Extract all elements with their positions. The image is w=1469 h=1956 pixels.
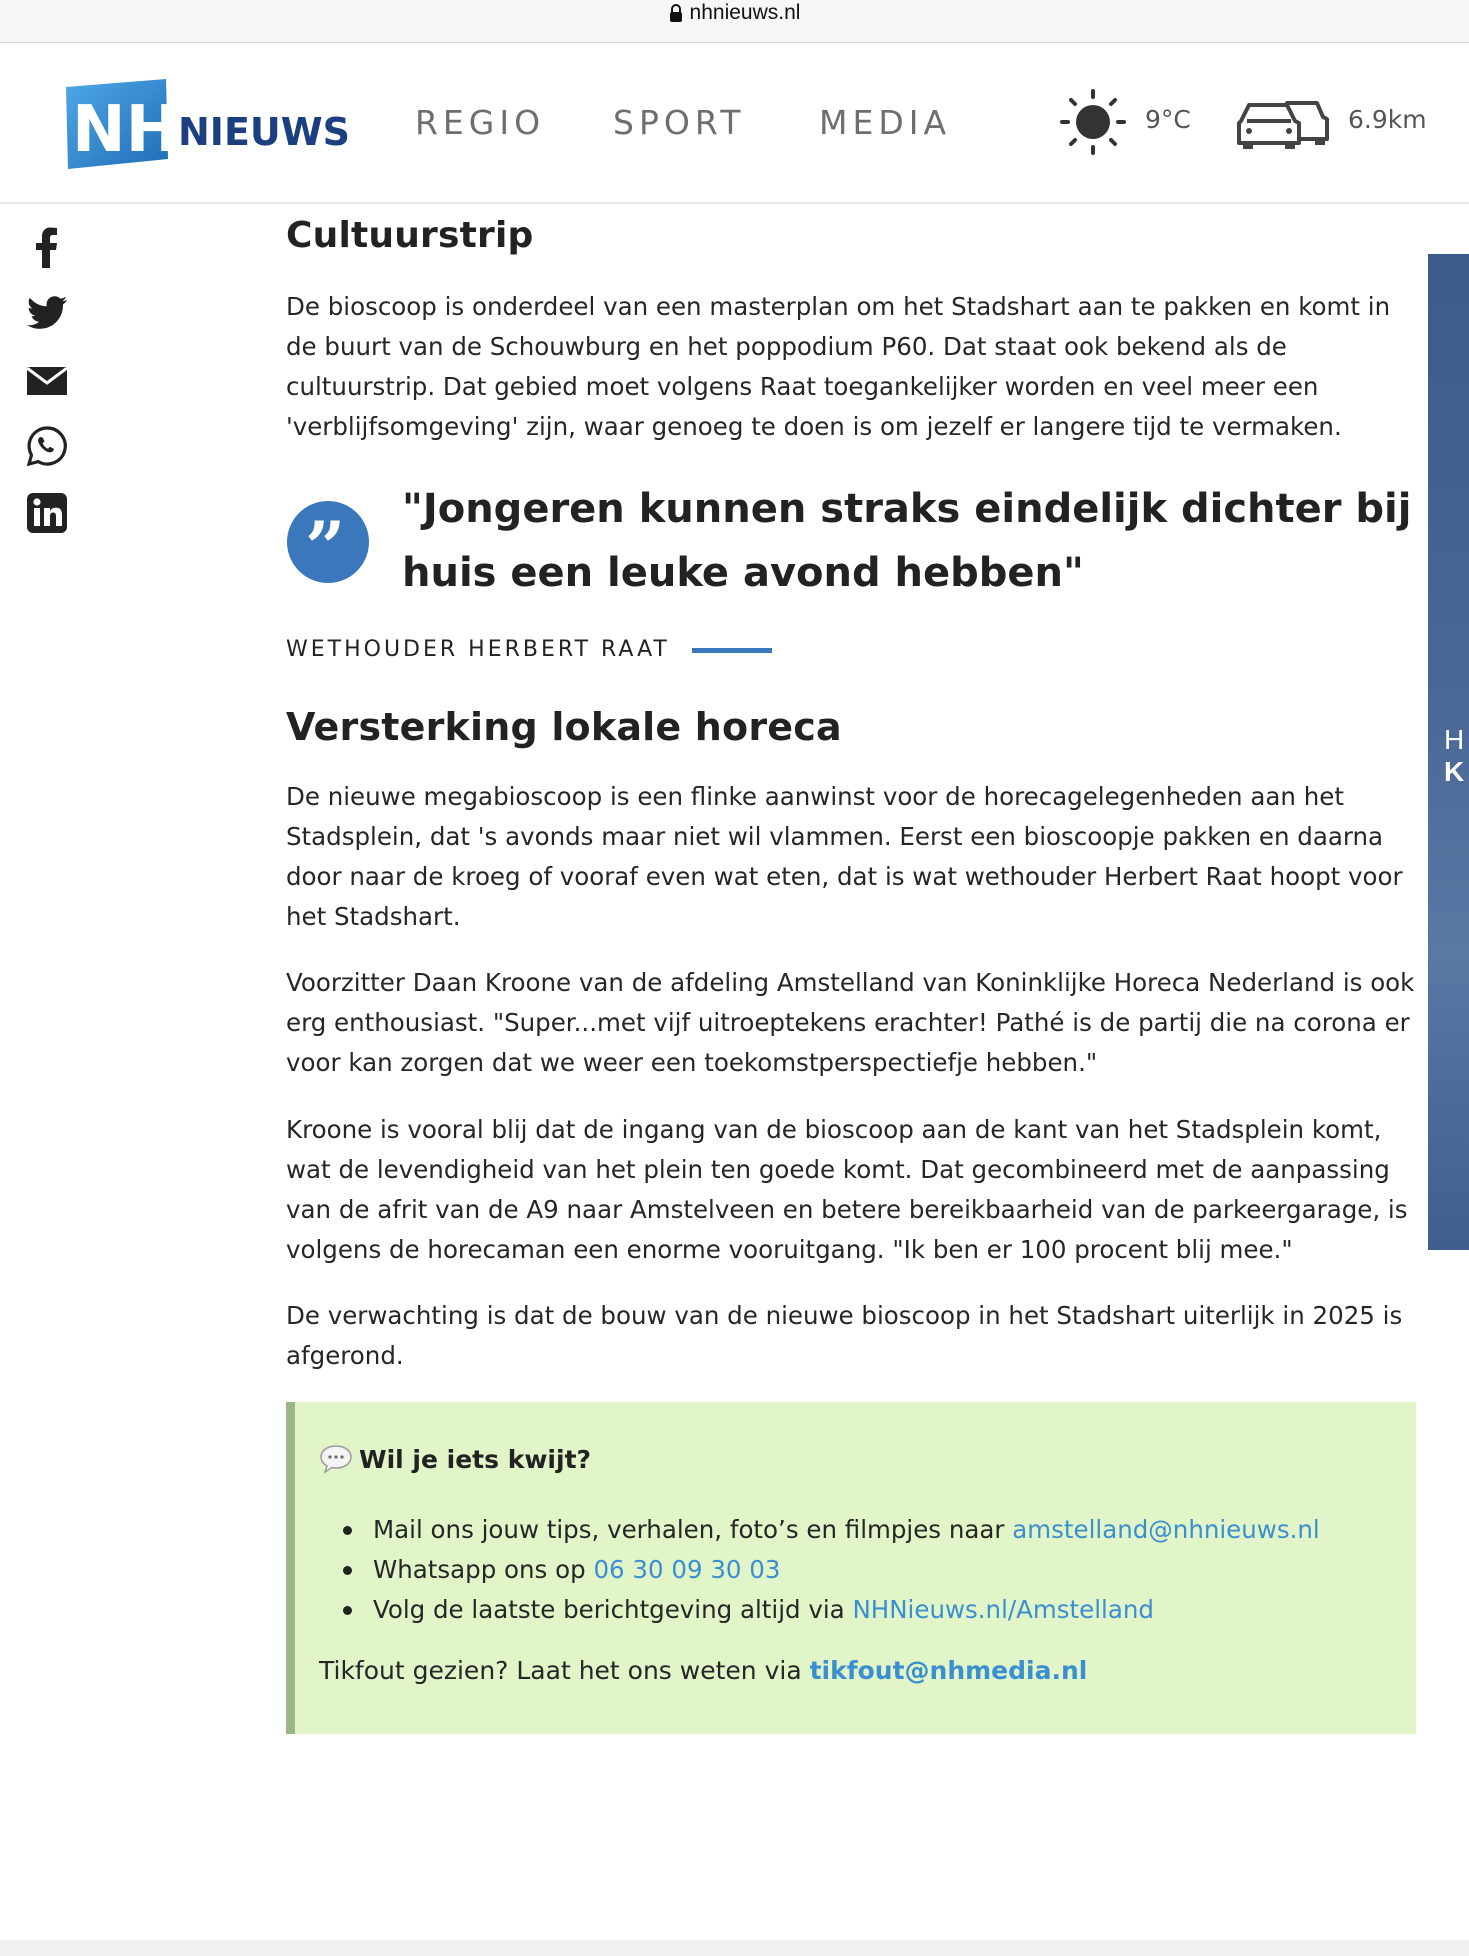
typo-report-link[interactable]: tikfout@nhmedia.nl (809, 1656, 1088, 1685)
paragraph-horeca-3: Kroone is vooral blij dat de ingang van de bioscoop aan de kant van het Stadsplein komt, wat de levendigheid van het plein ten goede komt. Dat gecombineerd met de aanpassing van de afrit van de A9 naar Amstelveen en betere bereikbaarheid van de parkeergarage, is volgens de horecaman een enorme vooruitgang. "Ik ben er 100 procent blij mee." (286, 1115, 1408, 1264)
tip-box (286, 1402, 1416, 1734)
paragraph-horeca-4: De verwachting is dat de bouw van de nieuwe bioscoop in het Stadshart uiterlijk in 2025 is afgerond. (286, 1301, 1403, 1370)
nav-regio[interactable]: REGIO (415, 103, 546, 142)
tip-box-title-text: Wil je iets kwijt? (359, 1444, 592, 1474)
typo-report-text: Tikfout gezien? Laat het ons weten via (319, 1656, 810, 1685)
logo-nieuws-text: NIEUWS (178, 110, 351, 154)
mail-link[interactable]: amstelland@nhnieuws.nl (1012, 1515, 1320, 1544)
quote-icon (286, 500, 370, 584)
tip-item-mail (319, 1510, 1320, 1550)
sun-icon[interactable] (1060, 89, 1126, 155)
page-bottom-strip (0, 1940, 1469, 1956)
tip-item-whatsapp-text: Whatsapp ons op (373, 1555, 594, 1584)
tip-item-mail-text: Mail ons jouw tips, verhalen, foto’s en filmpjes naar (373, 1515, 1013, 1544)
traffic-cars-icon[interactable] (1237, 95, 1329, 149)
quote-divider (692, 648, 772, 653)
lock-icon (669, 4, 683, 22)
paragraph-horeca-1: De nieuwe megabioscoop is een flinke aanwinst voor de horecagelegenheden aan het Stadsplein, dat 's avonds maar niet wil vlammen. Eerst een bioscoopje pakken en daarna door naar de kroeg of vooraf even wat eten, dat is wat wethouder Herbert Raat hoopt voor het Stadshart. (286, 782, 1403, 931)
whatsapp-icon[interactable] (26, 425, 68, 467)
pull-quote-author: WETHOUDER HERBERT RAAT (286, 637, 670, 662)
paragraph-cultuurstrip: De bioscoop is onderdeel van een masterplan om het Stadshart aan te pakken en komt in de buurt van de Schouwburg en het poppodium P60. Dat staat ook bekend als de cultuurstrip. Dat gebied moet volgens Raat toegankelijker worden en veel meer een 'verblijfsomgeving' zijn, waar genoeg te doen is om jezelf er langere tijd te vermaken. (286, 292, 1391, 441)
traffic-distance[interactable]: 6.9km (1348, 105, 1427, 134)
paragraph-horeca-2: Voorzitter Daan Kroone van de afdeling Amstelland van Koninklijke Horeca Nederland is ook erg enthousiast. "Super...met vijf uitroeptekens erachter! Pathé is de partij die na corona er voor kan zorgen dat we weer een toekomstperspectiefje hebben." (286, 968, 1415, 1077)
tip-item-follow-text: Volg de laatste berichtgeving altijd via (373, 1595, 853, 1624)
mail-icon[interactable] (26, 359, 68, 401)
linkedin-icon[interactable] (26, 492, 68, 534)
weather-temperature[interactable]: 9°C (1145, 105, 1191, 134)
ad-text-line1: H (1444, 724, 1465, 755)
typo-report-line (319, 1656, 1087, 1685)
section-heading-cultuurstrip: Cultuurstrip (286, 215, 534, 256)
amstelland-page-link[interactable]: NHNieuws.nl/Amstelland (852, 1595, 1154, 1624)
section-heading-horeca: Versterking lokale horeca (286, 705, 842, 749)
whatsapp-number-link[interactable]: 06 30 09 30 03 (593, 1555, 781, 1584)
pull-quote-text: "Jongeren kunnen straks eindelijk dichter bij huis een leuke avond hebben" (402, 486, 1412, 596)
ad-text-line2: K (1444, 756, 1465, 787)
side-advertisement[interactable] (1428, 254, 1469, 1250)
speech-bubble-icon (319, 1444, 353, 1474)
url-text: nhnieuws.nl (689, 1, 801, 24)
nav-media[interactable]: MEDIA (819, 103, 952, 142)
logo-nh-text: NH (72, 93, 180, 167)
tip-item-follow (319, 1590, 1320, 1630)
site-header (0, 43, 1469, 204)
svg-text:”: ” (305, 506, 346, 584)
tip-item-whatsapp (319, 1550, 1320, 1590)
twitter-icon[interactable] (26, 292, 68, 334)
nav-sport[interactable]: SPORT (613, 103, 746, 142)
tip-list (319, 1510, 1320, 1630)
nh-nieuws-logo[interactable] (64, 79, 354, 169)
facebook-icon[interactable] (26, 226, 68, 268)
tip-box-title (319, 1444, 591, 1474)
browser-url-bar[interactable] (0, 0, 1469, 43)
